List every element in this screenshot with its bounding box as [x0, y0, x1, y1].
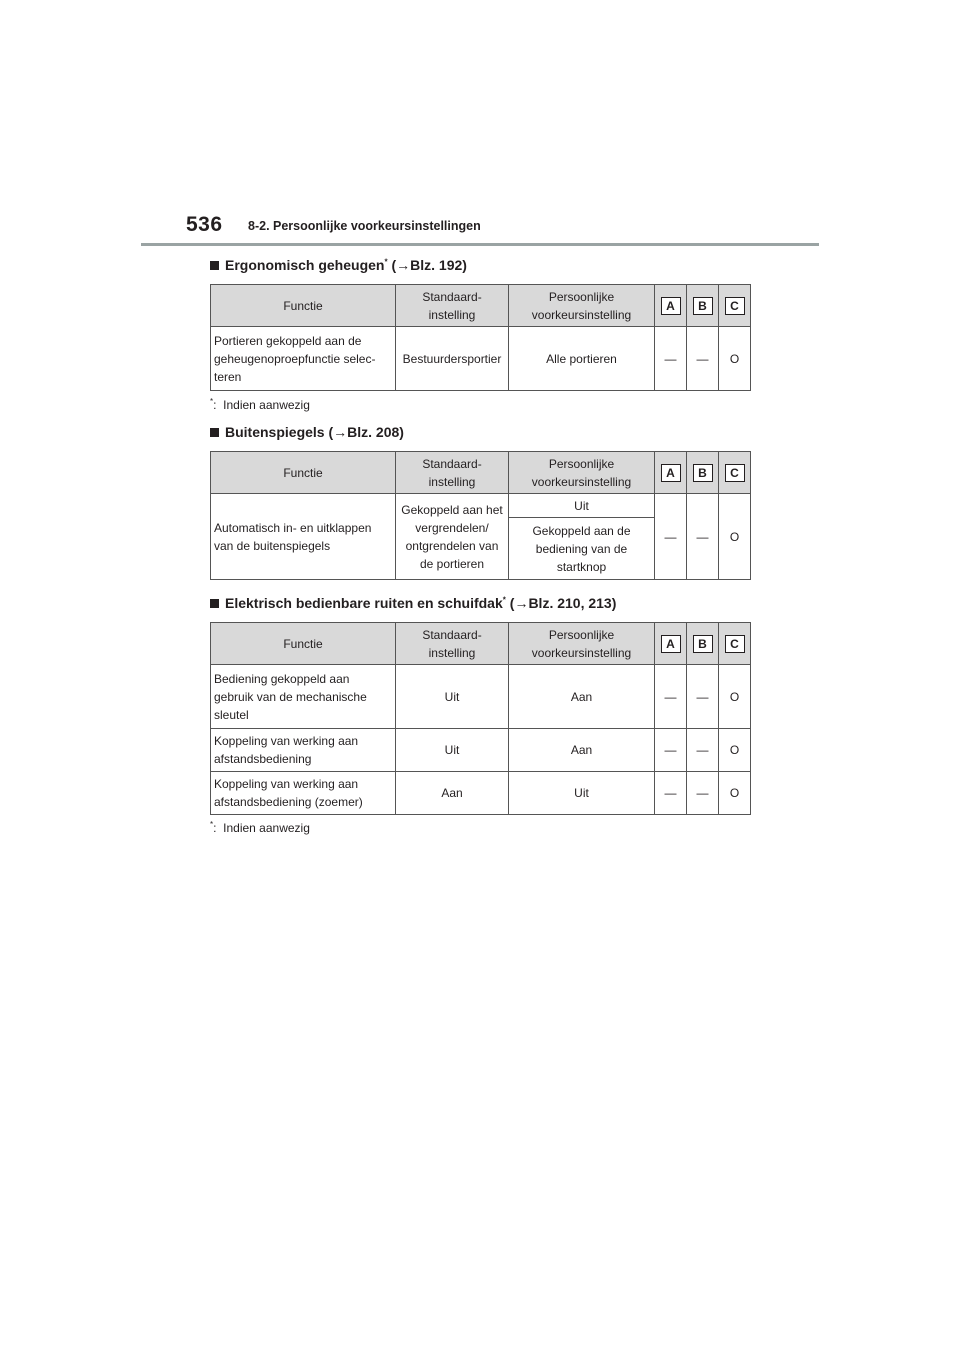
header-standaard: Standaard-instelling [396, 623, 509, 665]
cell-standaard: Uit [396, 729, 509, 772]
cell-persoonlijk-option: Uit [509, 494, 655, 518]
cell-functie: Bediening gekoppeld aan gebruik van de mechanische sleutel [211, 665, 396, 729]
header-standaard: Standaard-instelling [396, 285, 509, 327]
cell-c: O [719, 665, 751, 729]
cell-a: — [655, 729, 687, 772]
header-b [687, 285, 719, 327]
table-ruiten [210, 622, 751, 815]
chapter-title: 8-2. Persoonlijke voorkeursinstellingen [248, 219, 481, 233]
table-header-row [211, 623, 751, 665]
table-row [211, 494, 751, 518]
cell-standaard: Aan [396, 772, 509, 815]
section-title-ergonomisch: Ergonomisch geheugen* (→Blz. 192) [210, 257, 467, 273]
letter-c-badge: C [725, 464, 745, 482]
cell-functie: Koppeling van werking aan afstandsbediening (zoemer) [211, 772, 396, 815]
cell-standaard: Uit [396, 665, 509, 729]
section-title-buitenspiegels: Buitenspiegels (→Blz. 208) [210, 424, 404, 440]
cell-a: — [655, 494, 687, 580]
table-row [211, 665, 751, 729]
cell-persoonlijk: Uit [509, 772, 655, 815]
table-header-row [211, 285, 751, 327]
footnote: *: Indien aanwezig [210, 397, 310, 412]
header-c [719, 623, 751, 665]
cell-functie: Portieren gekoppeld aan de geheugenoproepfunctie selec-teren [211, 327, 396, 391]
header-a [655, 285, 687, 327]
letter-b-badge: B [693, 297, 713, 315]
header-functie: Functie [211, 452, 396, 494]
table-row [211, 327, 751, 391]
header-a [655, 452, 687, 494]
cell-b: — [687, 772, 719, 815]
footnote: *: Indien aanwezig [210, 820, 310, 835]
header-divider [141, 243, 819, 246]
letter-c-badge: C [725, 635, 745, 653]
header-functie: Functie [211, 285, 396, 327]
header-standaard: Standaard-instelling [396, 452, 509, 494]
letter-a-badge: A [661, 297, 681, 315]
letter-a-badge: A [661, 635, 681, 653]
square-bullet-icon [210, 599, 219, 608]
header-b [687, 452, 719, 494]
section-title-ruiten: Elektrisch bedienbare ruiten en schuifdak* (→Blz. 210, 213) [210, 595, 616, 611]
header-persoonlijk: Persoonlijke voorkeursinstelling [509, 623, 655, 665]
letter-c-badge: C [725, 297, 745, 315]
page-number: 536 [186, 213, 223, 236]
table-buitenspiegels [210, 451, 751, 580]
cell-functie: Koppeling van werking aan afstandsbediening [211, 729, 396, 772]
square-bullet-icon [210, 428, 219, 437]
cell-c: O [719, 494, 751, 580]
cell-b: — [687, 665, 719, 729]
header-c [719, 452, 751, 494]
cell-a: — [655, 665, 687, 729]
header-c [719, 285, 751, 327]
cell-standaard: Gekoppeld aan het vergrendelen/ ontgrendelen van de portieren [396, 494, 509, 580]
table-row [211, 772, 751, 815]
cell-a: — [655, 772, 687, 815]
cell-c: O [719, 772, 751, 815]
cell-standaard: Bestuurdersportier [396, 327, 509, 391]
cell-b: — [687, 327, 719, 391]
header-b [687, 623, 719, 665]
cell-persoonlijk: Aan [509, 729, 655, 772]
header-a [655, 623, 687, 665]
table-row [211, 729, 751, 772]
letter-b-badge: B [693, 635, 713, 653]
cell-b: — [687, 494, 719, 580]
table-header-row [211, 452, 751, 494]
cell-c: O [719, 729, 751, 772]
cell-persoonlijk: Alle portieren [509, 327, 655, 391]
header-persoonlijk: Persoonlijke voorkeursinstelling [509, 285, 655, 327]
header-functie: Functie [211, 623, 396, 665]
square-bullet-icon [210, 261, 219, 270]
table-ergonomisch [210, 284, 751, 391]
letter-a-badge: A [661, 464, 681, 482]
header-persoonlijk: Persoonlijke voorkeursinstelling [509, 452, 655, 494]
cell-functie: Automatisch in- en uitklappen van de buitenspiegels [211, 494, 396, 580]
letter-b-badge: B [693, 464, 713, 482]
cell-persoonlijk: Aan [509, 665, 655, 729]
cell-a: — [655, 327, 687, 391]
cell-b: — [687, 729, 719, 772]
cell-persoonlijk-option: Gekoppeld aan de bediening van de startknop [509, 518, 655, 580]
cell-c: O [719, 327, 751, 391]
